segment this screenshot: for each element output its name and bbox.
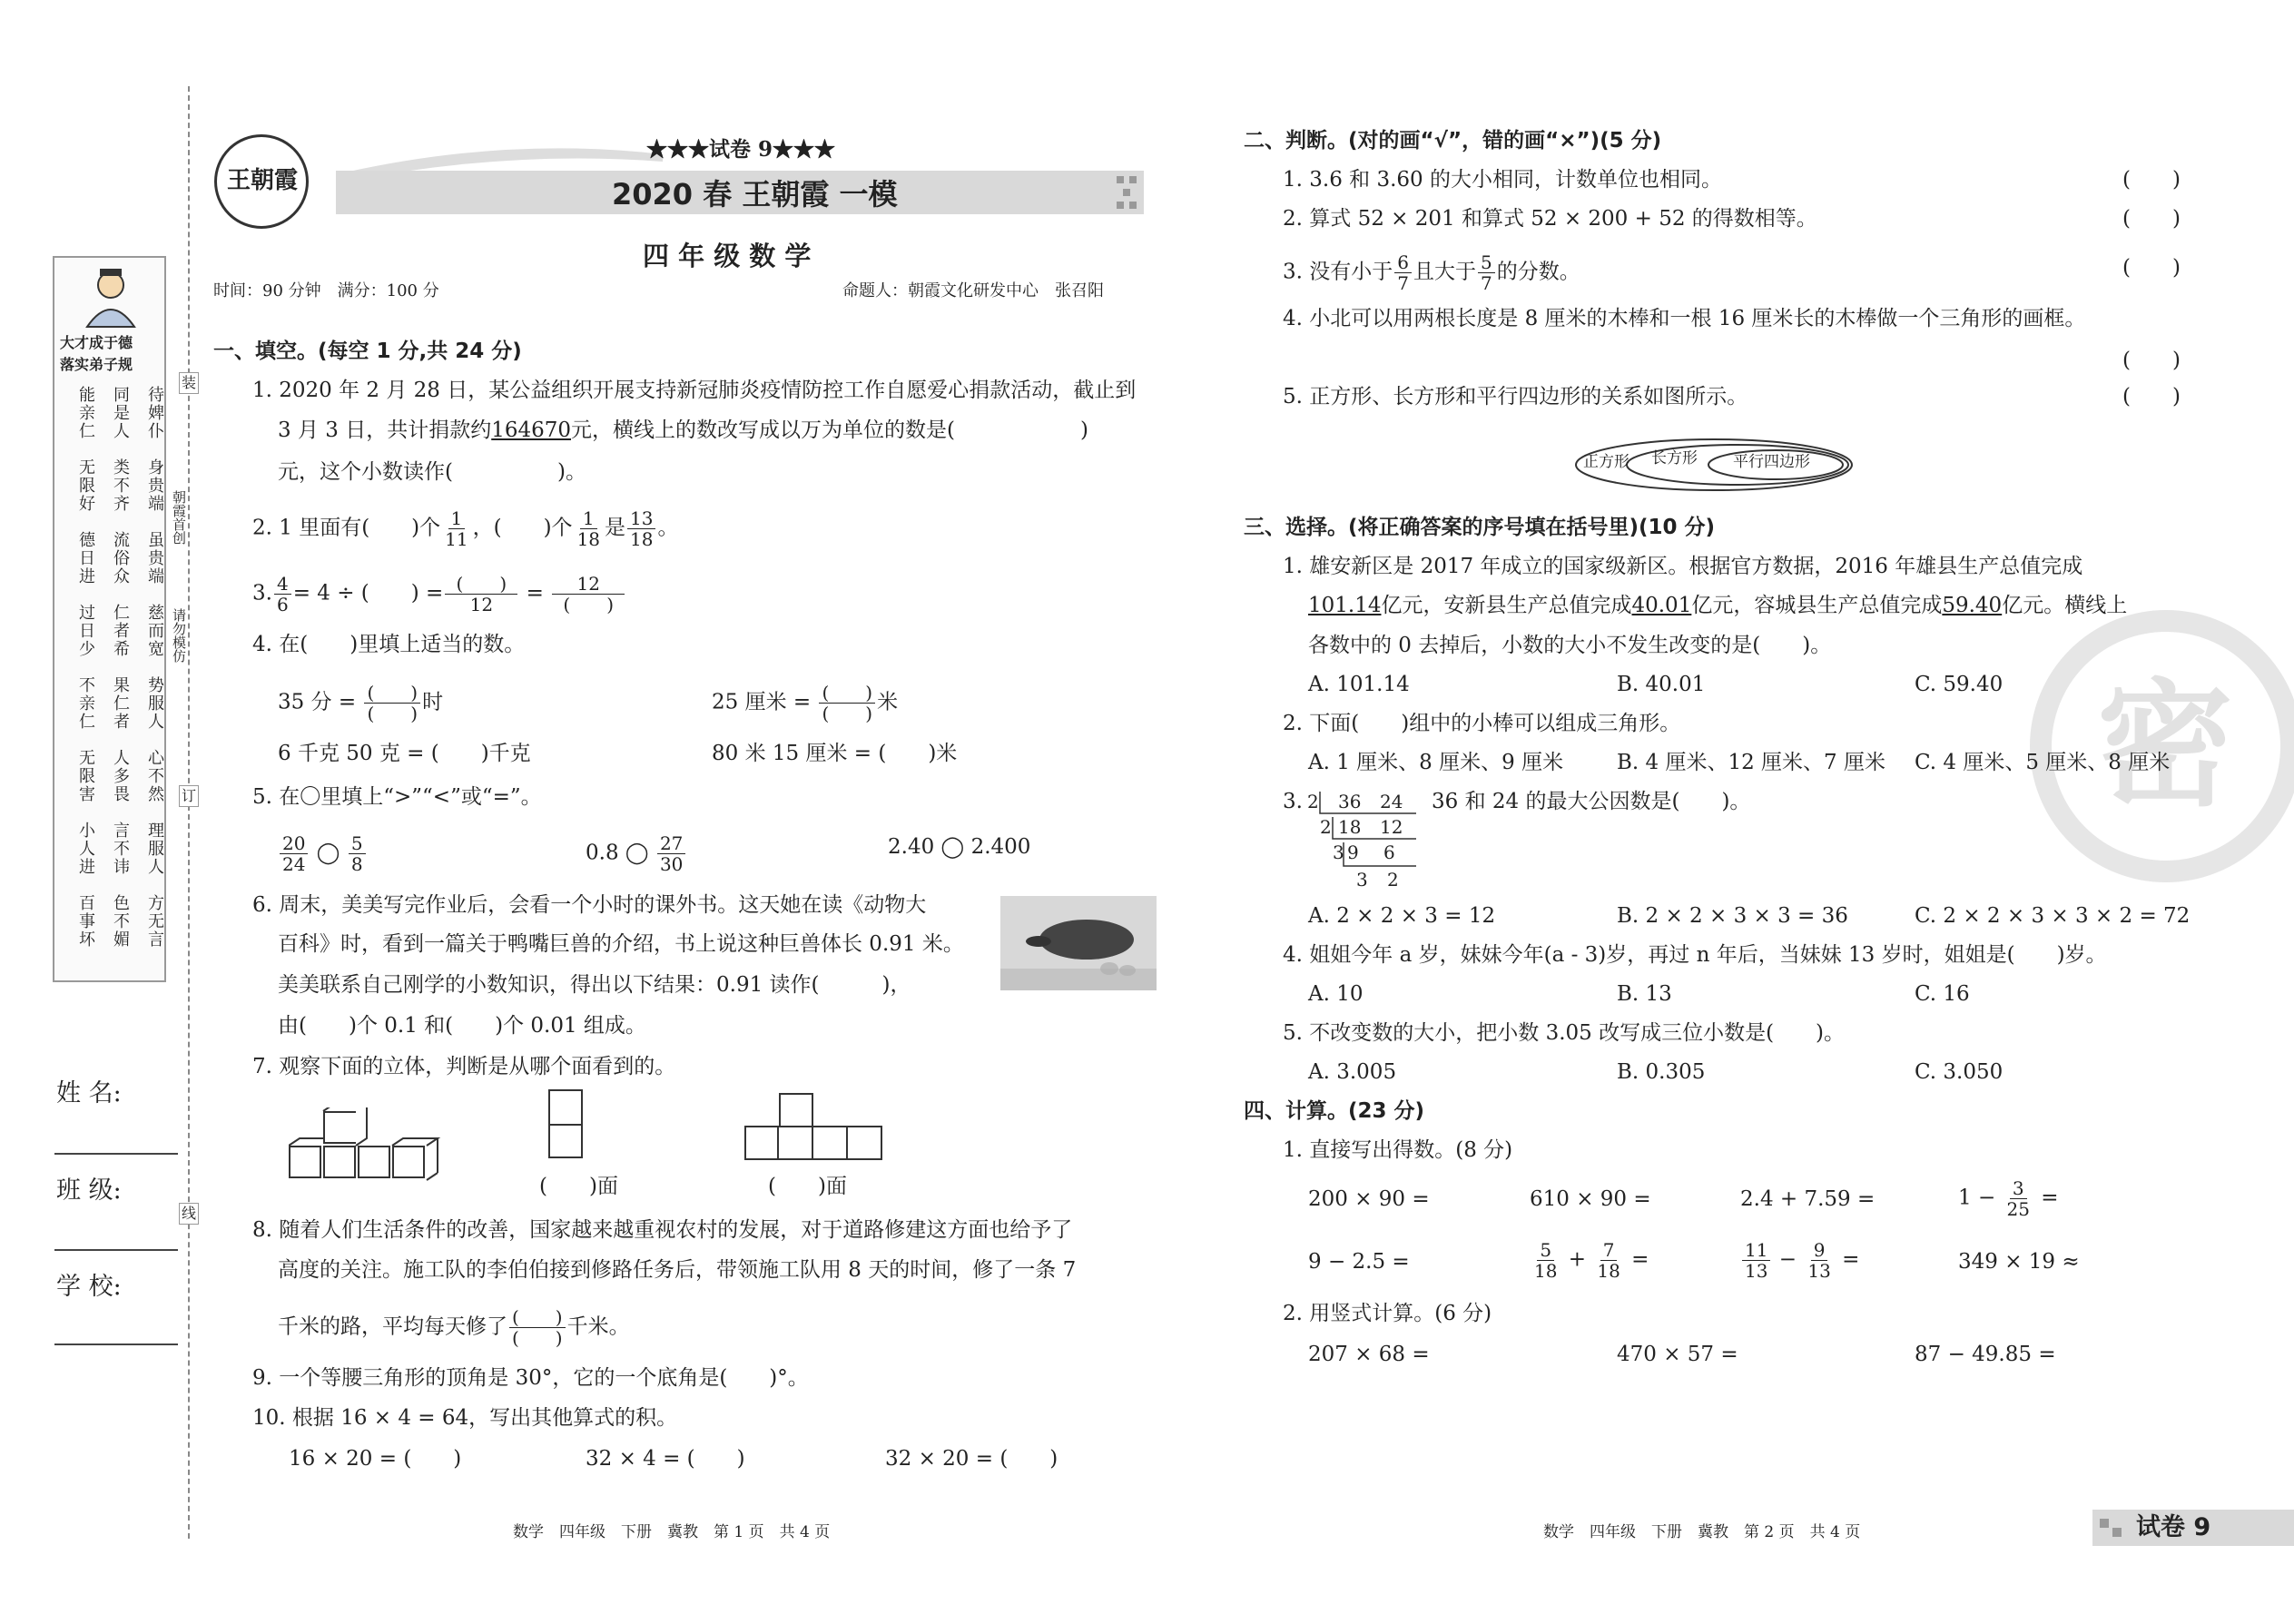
judge-4-answer[interactable]: ( ) — [2122, 349, 2181, 372]
q6-line-2: 百科》时，看到一篇关于鸭嘴巨兽的介绍，书上说这种巨兽体长 0.91 米。 — [278, 932, 964, 956]
binding-mark-1: 装 — [179, 372, 199, 394]
school-field[interactable] — [54, 1343, 178, 1345]
q10: 10. 根据 16 × 4 = 64，写出其他算式的积。 — [252, 1406, 678, 1430]
logo-seal — [214, 134, 309, 229]
motto-column: 身贵端 — [145, 458, 164, 513]
choice-1-line-2: 101.14亿元，安新县生产总值完成40.01亿元，容城县生产总值完成59.40亿元。横线上 — [1308, 594, 2128, 617]
choice-5: 5. 不改变数的大小，把小数 3.05 改写成三位小数是( )。 — [1283, 1021, 1846, 1045]
binding-mark-2: 订 — [179, 785, 199, 807]
venn-label-2: 长方形 — [1651, 449, 1698, 468]
name-field[interactable] — [54, 1153, 178, 1155]
subject-title: 四 年 级 数 学 — [643, 241, 812, 271]
motto-column: 言不讳 — [111, 822, 130, 876]
choice-5-opt-a[interactable]: A. 3.005 — [1308, 1060, 1397, 1084]
motto-column: 同是人 — [111, 386, 130, 440]
q6-line-1: 6. 周末，美美写完作业后，会看一个小时的课外书。这天她在读《动物大 — [252, 893, 927, 917]
judge-2: 2. 算式 52 × 201 和算式 52 × 200 + 52 的得数相等。 — [1283, 207, 1817, 231]
choice-1-opt-a[interactable]: A. 101.14 — [1308, 673, 1410, 696]
q5: 5. 在〇里填上“>”“<”或“=”。 — [252, 785, 542, 809]
choice-2: 2. 下面( )组中的小棒可以组成三角形。 — [1283, 712, 1681, 735]
calc-2-b: 470 × 57 = — [1617, 1343, 1738, 1366]
section-4-title: 四、计算。(23 分) — [1244, 1099, 1425, 1123]
motto-column: 无限好 — [76, 458, 95, 513]
class-field[interactable] — [54, 1249, 178, 1251]
choice-1-opt-c[interactable]: C. 59.40 — [1915, 673, 2004, 696]
choice-4-opt-b[interactable]: B. 13 — [1617, 982, 1672, 1006]
q5-c: 2.40 ◯ 2.400 — [888, 835, 1031, 859]
motto-column: 慈而宽 — [145, 604, 164, 658]
author-info: 命题人：朝霞文化研发中心 张召阳 — [842, 281, 1104, 300]
choice-5-opt-b[interactable]: B. 0.305 — [1617, 1060, 1706, 1084]
q7-view-1 — [548, 1089, 583, 1158]
choice-3-opt-a[interactable]: A. 2 × 2 × 3 = 12 — [1308, 904, 1496, 928]
calc-1-f: $\frac{5}{18}$ + $\frac{7}{18}$ = — [1534, 1239, 1649, 1282]
judge-4: 4. 小北可以用两根长度是 8 厘米的木棒和一根 16 厘米长的木棒做一个三角形的画框。 — [1283, 307, 2086, 330]
platypus-image — [1000, 896, 1157, 990]
choice-1-opt-b[interactable]: B. 40.01 — [1617, 673, 1706, 696]
q10-c: 32 × 20 = ( ) — [885, 1447, 1058, 1471]
exam-tab-label: 试卷 9 — [2136, 1513, 2211, 1541]
short-division: 2 36 24 2 18 12 3 9 6 3 2 — [1307, 788, 1425, 897]
school-label: 学 校: — [56, 1273, 122, 1301]
judge-2-answer[interactable]: ( ) — [2122, 207, 2181, 231]
choice-3-opt-c[interactable]: C. 2 × 2 × 3 × 3 × 2 = 72 — [1915, 904, 2191, 928]
choice-4-opt-c[interactable]: C. 16 — [1915, 982, 1970, 1006]
side-mark-original: 朝霞首创 — [171, 490, 187, 545]
motto-column: 德日进 — [76, 531, 95, 586]
section-1-title: 一、填空。(每空 1 分,共 24 分) — [213, 340, 522, 363]
q7-face-2: ( )面 — [768, 1175, 847, 1198]
calc-2-c: 87 − 49.85 = — [1915, 1343, 2056, 1366]
calc-1-d: 1 − $\frac{3}{25}$ = — [1958, 1177, 2059, 1220]
choice-2-opt-b[interactable]: B. 4 厘米、12 厘米、7 厘米 — [1617, 751, 1885, 774]
choice-1-line-1: 1. 雄安新区是 2017 年成立的国家级新区。根据官方数据，2016 年雄县生产总值完成 — [1283, 555, 2083, 578]
judge-3: 3. 没有小于 $\frac{6}{7}$ 且大于 $\frac{5}{7}$ 的分数。 — [1283, 251, 1580, 294]
motto-column: 心不然 — [145, 749, 164, 803]
motto-column: 流俗众 — [111, 531, 130, 586]
q10-a: 16 × 20 = ( ) — [289, 1447, 462, 1471]
q6-line-3: 美美联系自己刚学的小数知识，得出以下结果：0.91 读作( )， — [278, 973, 911, 997]
motto-column: 方无言 — [145, 894, 164, 949]
choice-1-line-3: 各数中的 0 去掉后，小数的大小不发生改变的是( )。 — [1308, 634, 1832, 657]
calc-1-a: 200 × 90 = — [1308, 1187, 1430, 1211]
exam-title: 2020 春 王朝霞 一模 — [612, 177, 898, 212]
q10-b: 32 × 4 = ( ) — [586, 1447, 745, 1471]
motto-line-2: 落实弟子规 — [60, 356, 133, 373]
motto-column: 过日少 — [76, 604, 95, 658]
choice-5-opt-c[interactable]: C. 3.050 — [1915, 1060, 2004, 1084]
venn-label-3: 平行四边形 — [1733, 453, 1810, 471]
judge-3-answer[interactable]: ( ) — [2122, 256, 2181, 280]
motto-column: 理服人 — [145, 822, 164, 876]
motto-column: 类不齐 — [111, 458, 130, 513]
choice-3-opt-b[interactable]: B. 2 × 2 × 3 × 3 = 36 — [1617, 904, 1848, 928]
q1-line-1: 1. 2020 年 2 月 28 日，某公益组织开展支持新冠肺炎疫情防控工作自愿爱心捐款活动，截止到 — [252, 379, 1137, 402]
q5-b: 0.8 ◯ $\frac{27}{30}$ — [586, 833, 687, 874]
motto-column: 待婢仆 — [145, 386, 164, 440]
motto-column: 仁者希 — [111, 604, 130, 658]
choice-4: 4. 姐姐今年 a 岁，妹妹今年(a - 3)岁，再过 n 年后，当妹妹 13 岁时，姐姐是( )岁。 — [1283, 943, 2107, 967]
section-2-title: 二、判断。(对的画“√”，错的画“×”)(5 分) — [1244, 129, 1662, 153]
judge-5-answer[interactable]: ( ) — [2122, 385, 2181, 408]
q7-view-2 — [744, 1093, 882, 1162]
motto-column: 小人进 — [76, 822, 95, 876]
exam-tab — [2092, 1510, 2294, 1546]
q1-line-3: 元，这个小数读作( )。 — [278, 460, 586, 484]
binding-line — [188, 86, 190, 1539]
q8-line-3: 千米的路，平均每天修了 $\frac{( )}{( )}$ 千米。 — [278, 1306, 630, 1349]
q7-face-1: ( )面 — [539, 1175, 618, 1198]
q2: 2. 1 里面有( )个 $\frac{1}{11}$ ，( )个 $\frac{1}{18}$ 是 $\frac{13}{18}$ 。 — [252, 507, 679, 550]
calc-1-title: 1. 直接写出得数。(8 分) — [1283, 1138, 1513, 1162]
class-label: 班 级: — [56, 1176, 122, 1205]
motto-column: 果仁者 — [111, 676, 130, 731]
motto-column: 百事坏 — [76, 894, 95, 949]
side-mark-no-copy: 请勿模仿 — [171, 608, 187, 663]
q9: 9. 一个等腰三角形的顶角是 30°，它的一个底角是( )°。 — [252, 1366, 809, 1390]
motto-column: 人多畏 — [111, 749, 130, 803]
choice-3-num: 3. — [1283, 790, 1303, 813]
q8-line-2: 高度的关注。施工队的李伯伯接到修路任务后，带领施工队用 8 天的时间，修了一条 7 — [278, 1258, 1077, 1282]
q7: 7. 观察下面的立体，判断是从哪个面看到的。 — [252, 1055, 676, 1078]
calc-1-b: 610 × 90 = — [1530, 1187, 1651, 1211]
calc-2-a: 207 × 68 = — [1308, 1343, 1430, 1366]
confidential-stamp: 密 — [2030, 610, 2294, 882]
calc-1-e: 9 − 2.5 = — [1308, 1250, 1410, 1274]
judge-5: 5. 正方形、长方形和平行四边形的关系如图所示。 — [1283, 385, 1748, 408]
calc-1-c: 2.4 + 7.59 = — [1740, 1187, 1876, 1211]
q4-b: 25 厘米 = $\frac{( )}{( )}$ 米 — [712, 682, 899, 724]
choice-3: 36 和 24 的最大公因数是( )。 — [1432, 790, 1751, 813]
q8-line-1: 8. 随着人们生活条件的改善，国家越来越重视农村的发展，对于道路修建这方面也给予了 — [252, 1218, 1073, 1242]
motto-column: 不亲仁 — [76, 676, 95, 731]
q4-a: 35 分 = $\frac{( )}{( )}$ 时 — [278, 682, 444, 724]
calc-1-g: $\frac{11}{13}$ − $\frac{9}{13}$ = — [1740, 1240, 1859, 1281]
q4-c: 6 千克 50 克 = ( )千克 — [278, 742, 531, 765]
q7-solid — [289, 1107, 434, 1182]
judge-1: 1. 3.6 和 3.60 的大小相同，计数单位也相同。 — [1283, 168, 1722, 192]
judge-1-answer[interactable]: ( ) — [2122, 168, 2181, 192]
q4-d: 80 米 15 厘米 = ( )米 — [712, 742, 958, 765]
left-footer: 数学 四年级 下册 冀教 第 1 页 共 4 页 — [513, 1523, 831, 1541]
series-title: ★★★试卷 9★★★ — [646, 137, 836, 162]
logo-seal-text: 王朝霞 — [226, 167, 298, 194]
venn-label-1: 正方形 — [1583, 453, 1629, 471]
choice-4-opt-a[interactable]: A. 10 — [1308, 982, 1364, 1006]
scholar-icon — [82, 265, 140, 329]
q6-line-4: 由( )个 0.1 和( )个 0.01 组成。 — [278, 1014, 646, 1038]
motto-column: 无限害 — [76, 749, 95, 803]
q1-line-2: 3 月 3 日，共计捐款约164670元，横线上的数改写成以万为单位的数是( ) — [278, 418, 1088, 442]
binding-mark-3: 线 — [179, 1203, 199, 1225]
motto-column: 势服人 — [145, 676, 164, 731]
q4: 4. 在( )里填上适当的数。 — [252, 633, 526, 656]
choice-2-opt-a[interactable]: A. 1 厘米、8 厘米、9 厘米 — [1308, 751, 1564, 774]
motto-column: 色不媚 — [111, 894, 130, 949]
calc-1-h: 349 × 19 ≈ — [1958, 1250, 2080, 1274]
name-label: 姓 名: — [56, 1079, 122, 1107]
choice-2-opt-c[interactable]: C. 4 厘米、5 厘米、8 厘米 — [1915, 751, 2171, 774]
q3: 3. $\frac{4}{6}$ = 4 ÷ ( ) = $\frac{( )}{12}$ = $\frac{12}{( )}$ — [252, 574, 626, 615]
motto-line-1: 大才成于德 — [60, 334, 133, 351]
section-3-title: 三、选择。(将正确答案的序号填在括号里)(10 分) — [1244, 516, 1716, 539]
right-footer: 数学 四年级 下册 冀教 第 2 页 共 4 页 — [1543, 1523, 1861, 1541]
calc-2-title: 2. 用竖式计算。(6 分) — [1283, 1302, 1492, 1325]
motto-column: 虽贵端 — [145, 531, 164, 586]
q5-a: $\frac{20}{24}$ ◯ $\frac{5}{8}$ — [278, 833, 368, 874]
time-info: 时间：90 分钟 满分：100 分 — [213, 281, 439, 300]
motto-column: 能亲仁 — [76, 386, 95, 440]
